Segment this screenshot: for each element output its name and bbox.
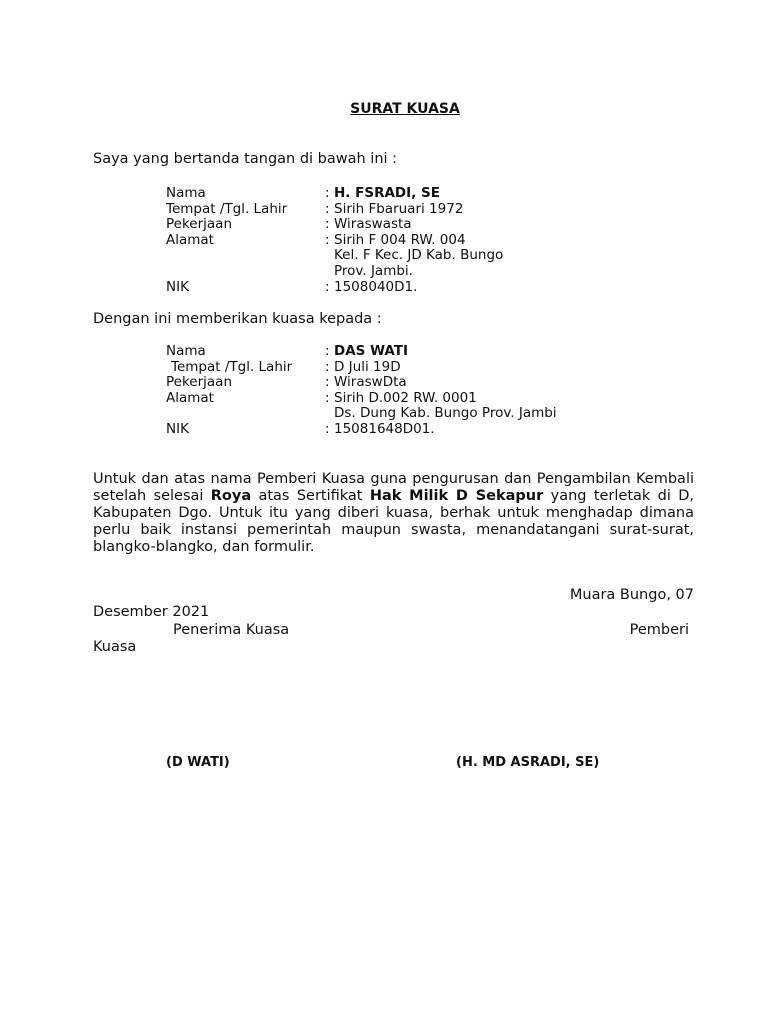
intro-text: Saya yang bertanda tangan di bawah ini : xyxy=(93,151,398,167)
field-label: NIK xyxy=(166,278,189,295)
body-text-2: atas Sertifikat xyxy=(251,488,370,504)
field-colon: : xyxy=(325,216,330,233)
field-label: Tempat /Tgl. Lahir xyxy=(171,358,293,375)
body-roya: Roya xyxy=(210,488,252,504)
signature-penerima: (D WATI) xyxy=(166,755,230,770)
field-colon: : xyxy=(325,231,330,248)
grantor-alamat-line-3: Prov. Jambi. xyxy=(334,262,413,279)
field-label: Tempat /Tgl. Lahir xyxy=(166,200,288,217)
penerima-kuasa-label: Penerima Kuasa xyxy=(173,622,290,638)
body-paragraph xyxy=(93,471,694,556)
field-label: Nama xyxy=(166,185,206,201)
pemberi-kuasa-label: Pemberi xyxy=(629,622,689,638)
field-colon: : xyxy=(325,343,330,359)
grantee-nik: 15081648D01. xyxy=(334,420,435,437)
grantee-alamat-line-2: Ds. Dung Kab. Bungo Prov. Jambi xyxy=(334,405,557,422)
grantor-name: H. FSRADI, SE xyxy=(334,185,440,201)
field-label: Alamat xyxy=(166,389,214,406)
body-text-3: yang terletak di D, Kabupaten Dgo. Untuk itu yang diberi kuasa, berhak untuk menghadap dimana perlu baik instansi pemerintah maupun swasta, menandatangani surat-surat, blangko-blangko, dan formulir. xyxy=(93,488,694,555)
place-date-line-1: Muara Bungo, 07 xyxy=(569,587,694,603)
field-colon: : xyxy=(325,389,330,406)
transition-text: Dengan ini memberikan kuasa kepada : xyxy=(93,311,382,327)
field-label: Pekerjaan xyxy=(166,216,233,233)
field-label: NIK xyxy=(166,420,189,437)
grantor-ttl: Sirih Fbaruari 1972 xyxy=(334,200,464,217)
grantee-name: DAS WATI xyxy=(334,343,408,359)
field-label: Pekerjaan xyxy=(166,374,233,391)
grantor-alamat-line-2: Kel. F Kec. JD Kab. Bungo xyxy=(334,247,504,264)
field-colon: : xyxy=(325,358,330,375)
field-colon: : xyxy=(325,200,330,217)
pemberi-kuasa-label-cont: Kuasa xyxy=(93,639,137,655)
grantor-pekerjaan: Wiraswasta xyxy=(334,216,412,233)
place-date-line-2: Desember 2021 xyxy=(93,604,210,620)
field-colon: : xyxy=(325,278,330,295)
signature-pemberi: (H. MD ASRADI, SE) xyxy=(456,755,600,770)
document-title: SURAT KUASA xyxy=(350,101,460,117)
grantor-nik: 1508040D1. xyxy=(334,278,418,295)
grantee-ttl: D Juli 19D xyxy=(334,358,401,375)
field-colon: : xyxy=(325,185,330,201)
grantee-pekerjaan: WiraswDta xyxy=(334,374,407,391)
body-hak-milik: Hak Milik D Sekapur xyxy=(369,488,544,504)
field-label: Alamat xyxy=(166,231,214,248)
grantee-alamat-line-1: Sirih D.002 RW. 0001 xyxy=(334,389,477,406)
body-text-1: Untuk dan atas nama Pemberi Kuasa guna pengurusan dan Pengambilan Kembali setelah selesai xyxy=(93,471,694,504)
field-label: Nama xyxy=(166,343,206,359)
field-colon: : xyxy=(325,374,330,391)
grantor-alamat-line-1: Sirih F 004 RW. 004 xyxy=(334,231,466,248)
field-colon: : xyxy=(325,420,330,437)
